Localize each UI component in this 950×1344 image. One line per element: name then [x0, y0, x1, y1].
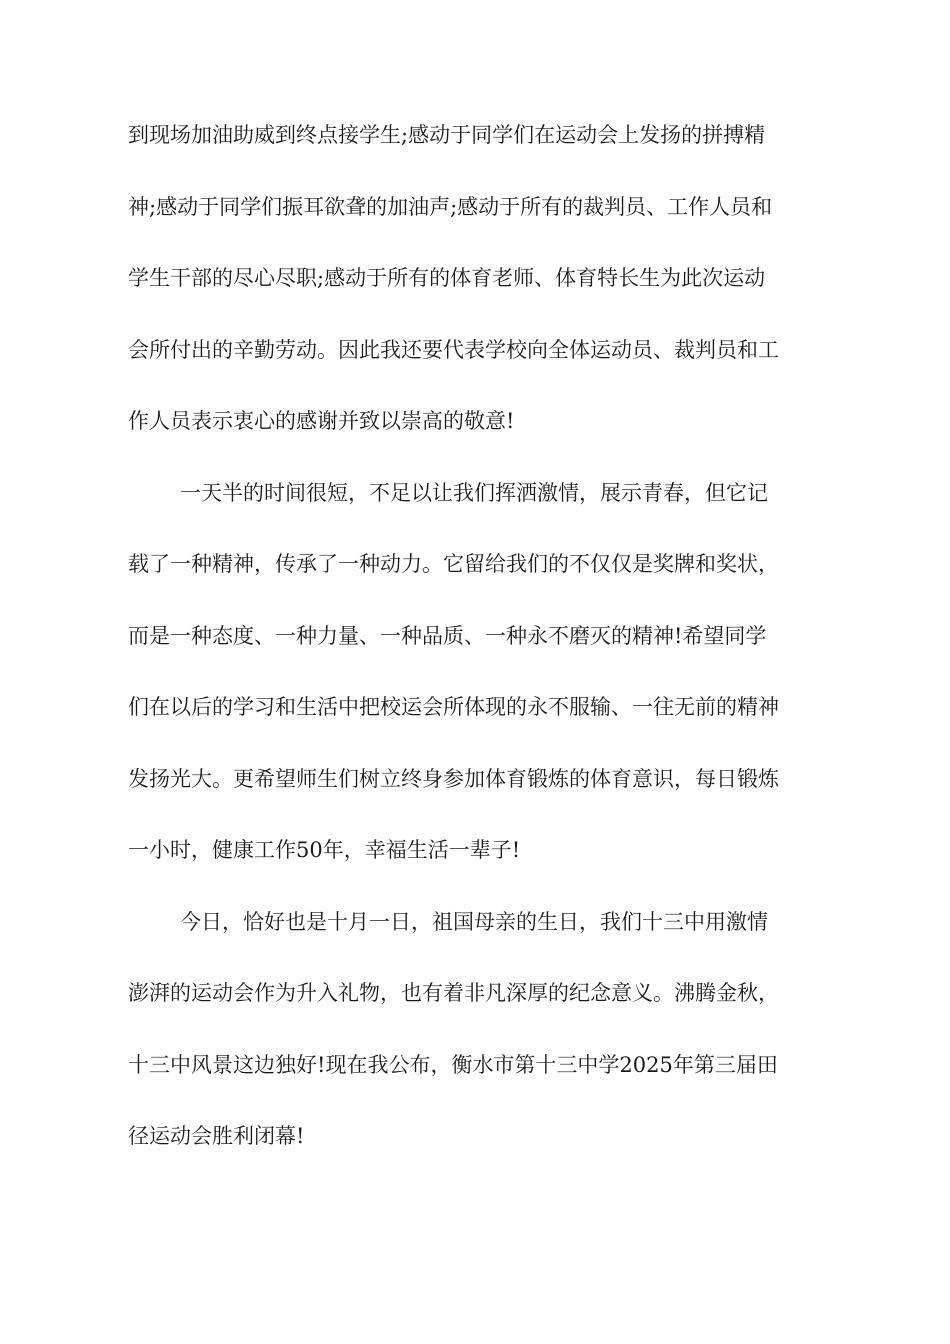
text-line: 作人员表示衷心的感谢并致以崇高的敬意!	[128, 409, 515, 433]
text-line: 们在以后的学习和生活中把校运会所体现的永不服输、一往无前的精神	[128, 695, 779, 719]
text-line: 径运动会胜利闭幕!	[128, 1124, 305, 1148]
text-line: 十三中风景这边独好!现在我公布，衡水市第十三中学2025年第三届田	[128, 1052, 778, 1077]
document-body	[128, 112, 828, 1185]
text-line: 发扬光大。更希望师生们树立终身参加体育锻炼的体育意识，每日锻炼	[128, 766, 779, 791]
text-line: 一小时，健康工作50年，幸福生活一辈子!	[128, 838, 521, 862]
text-line: 而是一种态度、一种力量、一种品质、一种永不磨灭的精神!希望同学	[128, 623, 767, 648]
text-line: 学生干部的尽心尽职;感动于所有的体育老师、体育特长生为此次运动	[128, 266, 766, 290]
text-line: 神;感动于同学们振耳欲聋的加油声;感动于所有的裁判员、工作人员和	[128, 194, 773, 219]
text-line: 会所付出的辛勤劳动。因此我还要代表学校向全体运动员、裁判员和工	[128, 337, 779, 362]
text-line: 到现场加油助威到终点接学生;感动于同学们在运动会上发扬的拼搏精	[128, 123, 766, 147]
text-line: 载了一种精神，传承了一种动力。它留给我们的不仅仅是奖牌和奖状，	[128, 552, 779, 576]
text-line: 今日，恰好也是十月一日，祖国母亲的生日，我们十三中用激情	[180, 909, 768, 934]
text-line: 澎湃的运动会作为升入礼物，也有着非凡深厚的纪念意义。沸腾金秋，	[128, 981, 779, 1005]
text-line: 一天半的时间很短，不足以让我们挥洒激情，展示青春，但它记	[180, 480, 768, 505]
